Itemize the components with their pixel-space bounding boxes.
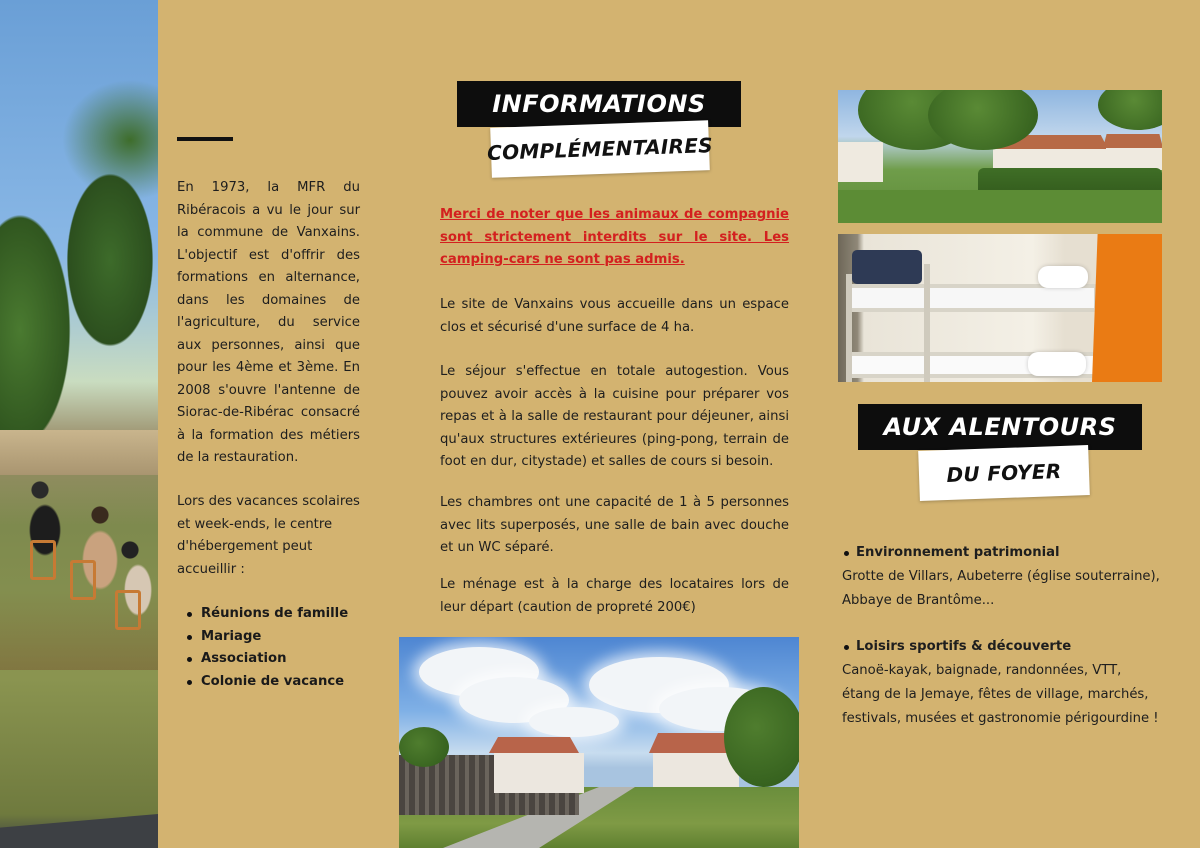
- divider-bar: [177, 137, 233, 141]
- photo-chair: [70, 560, 96, 600]
- list-item: Réunions de famille: [185, 603, 348, 626]
- photo-chair: [30, 540, 56, 580]
- leisure-section: [842, 635, 1162, 731]
- leisure-text: Canoë-kayak, baignade, randonnées, VTT, étang de la Jemaye, fêtes de village, marchés, festivals, musées et gastronomie périgourdine !: [842, 663, 1159, 726]
- list-item: Association: [185, 648, 348, 671]
- alentours-subtitle: DU FOYER: [918, 445, 1090, 501]
- intro-paragraph: En 1973, la MFR du Ribéracois a vu le jour sur la commune de Vanxains. L'objectif est d'offrir des formations en alternance, dans les domaines de l'agriculture, du service aux personnes, ainsi que pour les 4ème et 3ème. En 2008 s'ouvre l'antenne de Siorac-de-Ribérac consacré à la formation des métiers de la restauration.: [177, 180, 360, 465]
- photo-path: [0, 814, 158, 848]
- site-paragraph: Le site de Vanxains vous accueille dans un espace clos et sécurisé d'une surface de 4 ha.: [440, 297, 789, 335]
- photo-group-outdoor: [0, 0, 158, 848]
- stay-paragraph: Le séjour s'effectue en totale autogestion. Vous pouvez avoir accès à la cuisine pour préparer vos repas et à la salle de restaurant pour déjeuner, ainsi qu'aux structures extérieures (ping-pong, terrain de foot en dur, citystade) et salles de cours si besoin.: [440, 364, 789, 469]
- vacation-note: Lors des vacances scolaires et week-ends, le centre d'hébergement peut accueillir :: [177, 494, 360, 577]
- info-title: INFORMATIONS: [457, 81, 741, 127]
- list-item: Mariage: [185, 626, 348, 649]
- cleaning-paragraph: Le ménage est à la charge des locataires lors de leur départ (caution de propreté 200€): [440, 577, 789, 615]
- alentours-title: AUX ALENTOURS: [858, 404, 1142, 450]
- photo-bunk-room: [838, 234, 1162, 382]
- heritage-heading: Environnement patrimonial: [842, 541, 1162, 565]
- heritage-text: Grotte de Villars, Aubeterre (église souterraine), Abbaye de Brantôme...: [842, 569, 1160, 608]
- event-list: [185, 603, 348, 693]
- photo-site-exterior: [399, 637, 799, 848]
- photo-chair: [115, 590, 141, 630]
- heritage-section: [842, 541, 1162, 613]
- warning-text: Merci de noter que les animaux de compagnie sont strictement interdits sur le site. Les camping-cars ne sont pas admis.: [440, 207, 789, 267]
- leisure-heading: Loisirs sportifs & découverte: [842, 635, 1162, 659]
- photo-building: [0, 430, 158, 475]
- list-item: Colonie de vacance: [185, 671, 348, 694]
- photo-garden-buildings: [838, 90, 1162, 223]
- rooms-paragraph: Les chambres ont une capacité de 1 à 5 personnes avec lits superposés, une salle de bain avec douche et un WC séparé.: [440, 495, 789, 555]
- info-subtitle: COMPLÉMENTAIRES: [490, 120, 710, 178]
